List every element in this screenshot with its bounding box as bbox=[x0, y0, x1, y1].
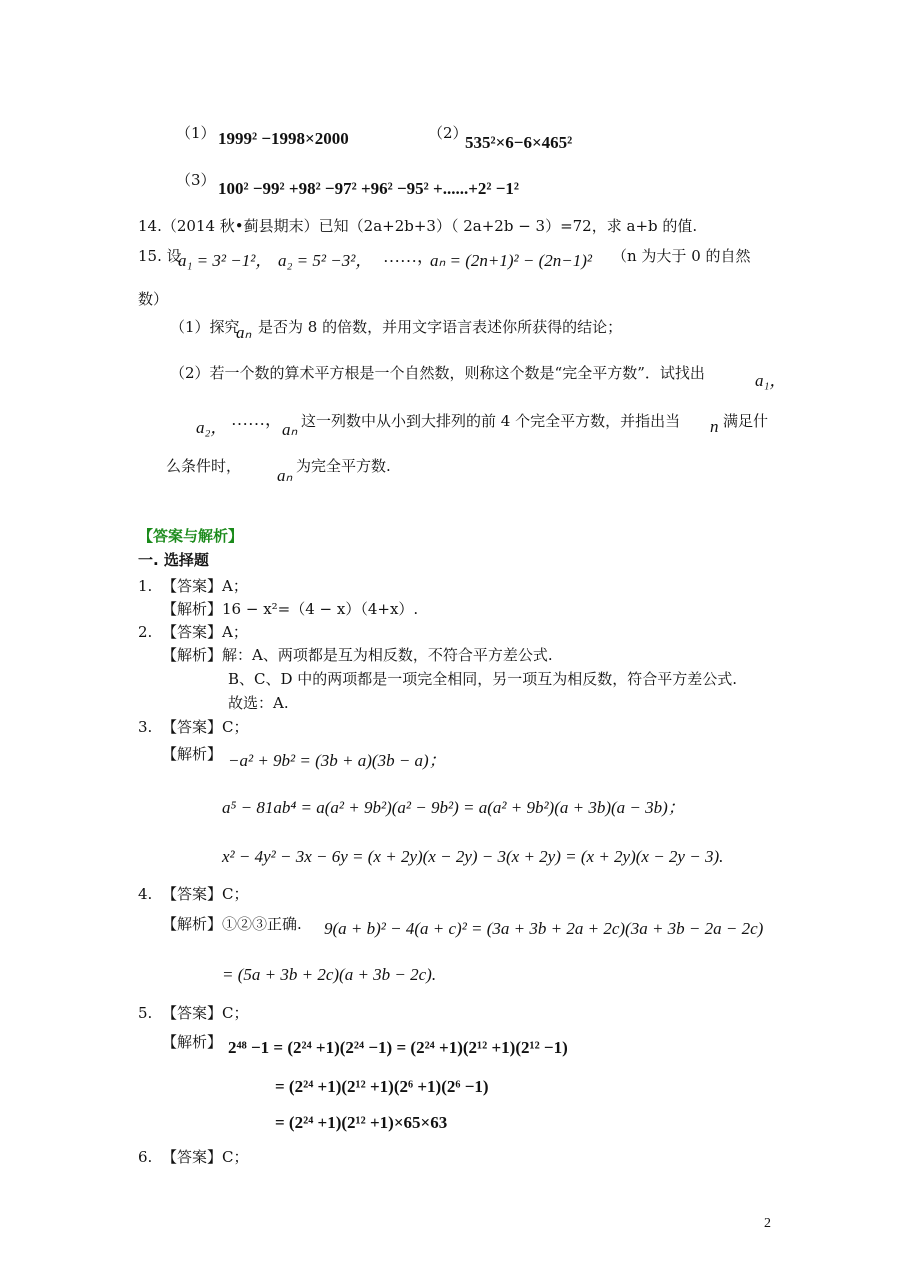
answer-2-explanation-3: 故选：A. bbox=[228, 694, 289, 712]
p15-q1-a: （1）探究 bbox=[170, 318, 240, 336]
answer-5-explanation: 【解析】 bbox=[162, 1033, 223, 1051]
answer-2-answer: 【答案】A； bbox=[162, 623, 248, 641]
page-number: 2 bbox=[764, 1216, 771, 1231]
p15-q2-var4: aₙ bbox=[277, 466, 293, 485]
answer-3-explanation: 【解析】 bbox=[162, 745, 223, 763]
answer-2-number: 2. bbox=[138, 623, 153, 641]
answer-4-explanation: 【解析】①②③正确. bbox=[162, 915, 302, 933]
p15-a1: a₁ = 3² −1²， bbox=[178, 251, 273, 270]
p15-q2-b: 这一列数中从小到大排列的前 4 个完全平方数，并指出当 bbox=[301, 412, 681, 430]
answer-3-equation-2: a⁵ − 81ab⁴ = a(a² + 9b²)(a² − 9b²) = a(a² + 9b²)(a + 3b)(a − 3b)； bbox=[222, 798, 685, 817]
p15-q1-b: 是否为 8 的倍数，并用文字语言表述你所获得的结论； bbox=[258, 318, 623, 336]
answer-1-explanation: 【解析】16 − x²=（4 − x）（4+x）. bbox=[162, 600, 419, 618]
answer-4-answer: 【答案】C； bbox=[162, 885, 249, 903]
answer-3-number: 3. bbox=[138, 718, 153, 736]
p15-q1-var: aₙ bbox=[236, 323, 252, 342]
p15-q2-var1: a₁， bbox=[755, 371, 787, 390]
answer-3-equation-3: x² − 4y² − 3x − 6y = (x + 2y)(x − 2y) − 3(x + 2y) = (x + 2y)(x − 2y − 3). bbox=[222, 847, 724, 866]
p15-dots: ……， bbox=[383, 247, 434, 266]
p15-q2-a: （2）若一个数的算术平方根是一个自然数，则称这个数是“完全平方数”．试找出 bbox=[170, 364, 705, 382]
p15-condition-end: 数） bbox=[138, 290, 169, 308]
answer-4-equation-2: = (5a + 3b + 2c)(a + 3b − 2c). bbox=[222, 965, 437, 984]
problem-15-intro: 15. 设 bbox=[138, 247, 182, 265]
p13-1-label: （1） bbox=[176, 124, 216, 142]
answer-5-equation-2: = (2²⁴ +1)(2¹² +1)(2⁶ +1)(2⁶ −1) bbox=[275, 1077, 489, 1096]
p15-q2-e: 为完全平方数. bbox=[296, 457, 391, 475]
answer-2-explanation-1: 【解析】解：A、两项都是互为相反数，不符合平方差公式. bbox=[162, 646, 553, 664]
p15-q2-var3: aₙ bbox=[282, 420, 298, 439]
p15-an: aₙ = (2n+1)² − (2n−1)² bbox=[430, 251, 592, 270]
p15-a2: a₂ = 5² −3²， bbox=[278, 251, 373, 270]
section-title: 一. 选择题 bbox=[138, 551, 209, 569]
p13-3-label: （3） bbox=[176, 171, 216, 189]
answer-6-number: 6. bbox=[138, 1148, 153, 1166]
answer-3-equation-1: −a² + 9b² = (3b + a)(3b − a)； bbox=[228, 751, 446, 770]
p13-2-label: （2） bbox=[428, 124, 468, 142]
p13-3-expr: 100² −99² +98² −97² +96² −95² +......+2² −1² bbox=[218, 179, 520, 198]
answer-5-equation-3: = (2²⁴ +1)(2¹² +1)×65×63 bbox=[275, 1113, 448, 1132]
problem-14: 14.（2014 秋•蓟县期末）已知（2a+2b+3）（ 2a+2b − 3）=72，求 a+b 的值. bbox=[138, 217, 698, 235]
answer-5-equation-1: 2⁴⁸ −1 = (2²⁴ +1)(2²⁴ −1) = (2²⁴ +1)(2¹² +1)(2¹² −1) bbox=[228, 1038, 568, 1057]
p15-q2-dots: ……， bbox=[231, 410, 282, 429]
answers-header: 【答案与解析】 bbox=[138, 527, 244, 545]
p13-2-expr: 535²×6−6×465² bbox=[465, 133, 573, 152]
answer-5-answer: 【答案】C； bbox=[162, 1004, 249, 1022]
answer-5-number: 5. bbox=[138, 1004, 153, 1022]
answer-6-answer: 【答案】C； bbox=[162, 1148, 249, 1166]
p15-q2-d: 么条件时， bbox=[166, 457, 242, 475]
answer-4-number: 4. bbox=[138, 885, 153, 903]
answer-4-equation-1: 9(a + b)² − 4(a + c)² = (3a + 3b + 2a + 2c)(3a + 3b − 2a − 2c) bbox=[324, 919, 764, 938]
answer-1-number: 1. bbox=[138, 577, 153, 595]
answer-3-answer: 【答案】C； bbox=[162, 718, 249, 736]
answer-1-answer: 【答案】A； bbox=[162, 577, 248, 595]
p15-q2-var2: a₂， bbox=[196, 418, 228, 437]
p13-1-expr: 1999² −1998×2000 bbox=[218, 129, 349, 148]
p15-q2-c: 满足什 bbox=[723, 412, 769, 430]
p15-q2-n: n bbox=[710, 417, 719, 436]
answer-2-explanation-2: B、C、D 中的两项都是一项完全相同，另一项互为相反数，符合平方差公式. bbox=[228, 670, 738, 688]
p15-condition: （n 为大于 0 的自然 bbox=[612, 247, 751, 265]
